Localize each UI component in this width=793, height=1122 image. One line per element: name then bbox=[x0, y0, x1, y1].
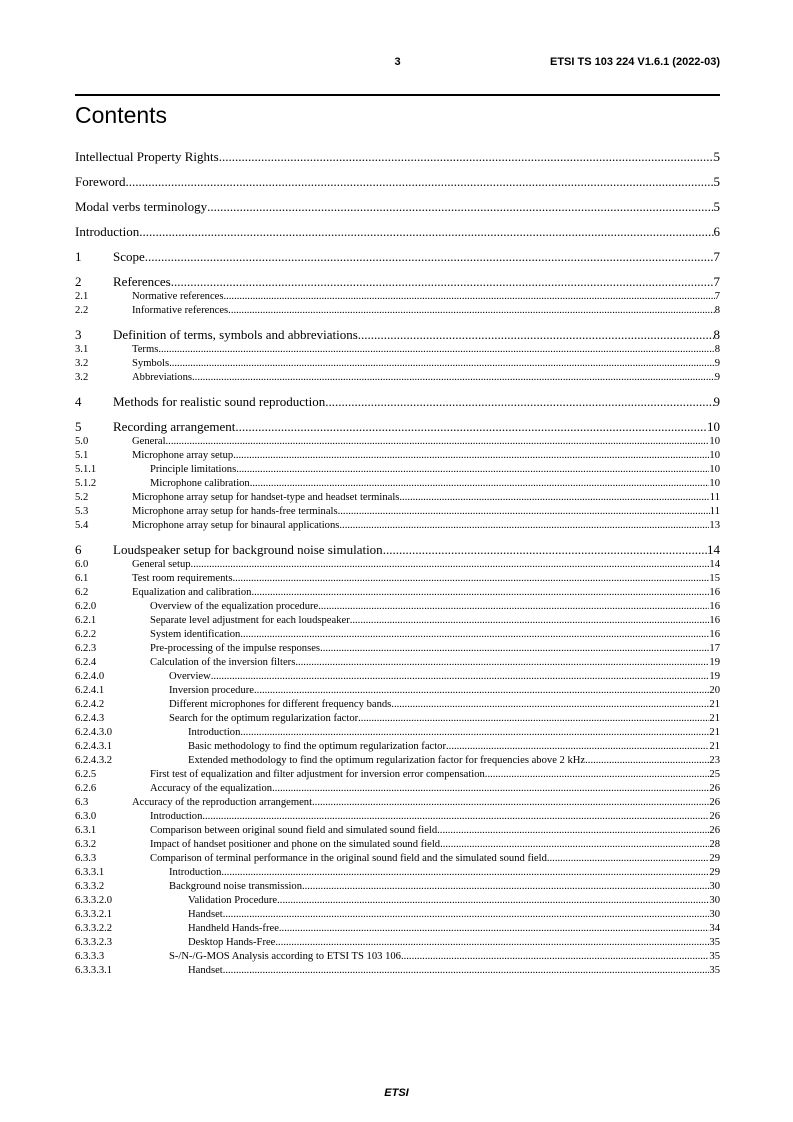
toc-entry-number: 2.1 bbox=[75, 291, 89, 302]
toc-entry[interactable] bbox=[75, 908, 720, 922]
toc-leader-dots bbox=[240, 726, 709, 740]
toc-entry-title: Comparison of terminal performance in the original sound field and the simulated sound field bbox=[150, 853, 547, 864]
toc-entry-page: 8 bbox=[714, 305, 720, 316]
toc-entry-page: 16 bbox=[709, 601, 720, 612]
toc-leader-dots bbox=[233, 449, 709, 463]
toc-entry-title: Pre-processing of the impulse responses bbox=[150, 643, 321, 654]
toc-entry-number: 6.3.1 bbox=[75, 825, 97, 836]
toc-entry-number: 6.3.3.2.1 bbox=[75, 909, 113, 920]
toc-entry-page: 8 bbox=[713, 327, 720, 342]
toc-entry-page: 9 bbox=[713, 394, 720, 409]
toc-entry-page: 19 bbox=[709, 657, 720, 668]
toc-entry-page: 29 bbox=[709, 867, 720, 878]
toc-entry[interactable] bbox=[75, 541, 720, 558]
toc-leader-dots bbox=[145, 248, 714, 265]
toc-entry[interactable] bbox=[75, 148, 720, 165]
toc-entry-number: 6.3.2 bbox=[75, 839, 97, 850]
toc-leader-dots bbox=[235, 418, 707, 435]
toc-entry-title: System identification bbox=[150, 629, 241, 640]
toc-entry-number: 6.2.3 bbox=[75, 643, 97, 654]
toc-entry-title: Calculation of the inversion filters bbox=[150, 657, 296, 668]
toc-entry[interactable] bbox=[75, 614, 720, 628]
toc-entry-title: Recording arrangement bbox=[113, 419, 236, 434]
toc-leader-dots bbox=[171, 273, 714, 290]
toc-entry-number: 6.2.2 bbox=[75, 629, 97, 640]
toc-entry-number: 6.1 bbox=[75, 573, 89, 584]
toc-leader-dots bbox=[275, 936, 709, 950]
toc-entry[interactable] bbox=[75, 670, 720, 684]
toc-entry[interactable] bbox=[75, 477, 720, 491]
toc-entry[interactable] bbox=[75, 880, 720, 894]
toc-entry-title: General bbox=[132, 436, 166, 447]
toc-entry[interactable] bbox=[75, 698, 720, 712]
toc-leader-dots bbox=[221, 866, 709, 880]
toc-entry[interactable] bbox=[75, 371, 720, 385]
toc-entry-number: 6.3.3.2.2 bbox=[75, 923, 113, 934]
toc-entry-page: 5 bbox=[713, 174, 720, 189]
toc-entry[interactable] bbox=[75, 936, 720, 950]
toc-entry-page: 20 bbox=[709, 685, 720, 696]
toc-entry[interactable] bbox=[75, 964, 720, 978]
toc-entry-number: 6.3.3.1 bbox=[75, 867, 105, 878]
toc-entry-title: Microphone array setup for binaural applications bbox=[132, 520, 340, 531]
toc-leader-dots bbox=[236, 463, 709, 477]
toc-entry[interactable] bbox=[75, 418, 720, 435]
toc-entry-number: 6.2.0 bbox=[75, 601, 97, 612]
toc-entry[interactable] bbox=[75, 838, 720, 852]
toc-entry-page: 30 bbox=[709, 909, 720, 920]
toc-entry-title: Foreword bbox=[75, 174, 126, 189]
toc-entry-title: Normative references bbox=[132, 291, 224, 302]
toc-entry-page: 8 bbox=[714, 344, 720, 355]
toc-leader-dots bbox=[391, 698, 709, 712]
toc-entry-number: 3.2 bbox=[75, 372, 89, 383]
toc-entry[interactable] bbox=[75, 198, 720, 215]
toc-entry-page: 14 bbox=[709, 559, 720, 570]
toc-entry[interactable] bbox=[75, 173, 720, 190]
toc-entry-title: Separate level adjustment for each loudspeaker bbox=[150, 615, 350, 626]
toc-entry-title: Introduction bbox=[150, 811, 203, 822]
toc-leader-dots bbox=[401, 950, 709, 964]
toc-entry-page: 10 bbox=[709, 436, 720, 447]
toc-entry-page: 29 bbox=[709, 853, 720, 864]
toc-entry-number: 6.2.6 bbox=[75, 783, 97, 794]
toc-entry-page: 9 bbox=[714, 358, 720, 369]
toc-entry-page: 13 bbox=[709, 520, 720, 531]
toc-entry-page: 23 bbox=[709, 755, 720, 766]
toc-entry[interactable] bbox=[75, 824, 720, 838]
toc-leader-dots bbox=[228, 304, 715, 318]
toc-entry-page: 11 bbox=[709, 492, 720, 503]
toc-leader-dots bbox=[219, 148, 714, 165]
toc-entry-page: 9 bbox=[714, 372, 720, 383]
toc-entry[interactable] bbox=[75, 304, 720, 318]
toc-entry-number: 5.1.1 bbox=[75, 464, 97, 475]
toc-entry-title: Impact of handset positioner and phone on the simulated sound field bbox=[150, 839, 441, 850]
toc-entry-title: Introduction bbox=[188, 727, 241, 738]
toc-leader-dots bbox=[192, 371, 715, 385]
toc-entry-page: 17 bbox=[709, 643, 720, 654]
toc-leader-dots bbox=[339, 519, 709, 533]
toc-leader-dots bbox=[399, 491, 709, 505]
toc-entry-title: Microphone array setup for hands-free terminals bbox=[132, 506, 338, 517]
toc-entry-page: 30 bbox=[709, 895, 720, 906]
toc-entry[interactable] bbox=[75, 684, 720, 698]
toc-leader-dots bbox=[250, 477, 710, 491]
toc-leader-dots bbox=[202, 810, 709, 824]
toc-entry-number: 6.2.4.3 bbox=[75, 713, 105, 724]
toc-entry-number: 3 bbox=[75, 327, 82, 342]
toc-entry[interactable] bbox=[75, 712, 720, 726]
toc-entry-page: 5 bbox=[713, 149, 720, 164]
toc-entry-number: 6.2.4.2 bbox=[75, 699, 105, 710]
toc-entry-title: Handset bbox=[188, 909, 223, 920]
toc-entry-number: 6.2.5 bbox=[75, 769, 97, 780]
toc-leader-dots bbox=[485, 768, 710, 782]
toc-entry[interactable] bbox=[75, 852, 720, 866]
toc-entry-title: Accuracy of the equalization bbox=[150, 783, 273, 794]
toc-leader-dots bbox=[169, 357, 715, 371]
toc-entry[interactable] bbox=[75, 810, 720, 824]
toc-entry-number: 6.0 bbox=[75, 559, 89, 570]
toc-entry-title: Methods for realistic sound reproduction bbox=[113, 394, 326, 409]
toc-entry-title: Background noise transmission bbox=[169, 881, 302, 892]
toc-leader-dots bbox=[277, 894, 709, 908]
toc-entry-title: Scope bbox=[113, 249, 145, 264]
toc-entry-number: 1 bbox=[75, 249, 82, 264]
toc-entry-title: Introduction bbox=[75, 224, 140, 239]
toc-entry-number: 6.3.3.2.0 bbox=[75, 895, 113, 906]
toc-entry-page: 35 bbox=[709, 951, 720, 962]
toc-entry-number: 6.2.4 bbox=[75, 657, 97, 668]
toc-entry-number: 2.2 bbox=[75, 305, 89, 316]
toc-leader-dots bbox=[232, 572, 709, 586]
toc-entry-number: 5.0 bbox=[75, 436, 89, 447]
toc-entry[interactable] bbox=[75, 768, 720, 782]
toc-entry-title: Informative references bbox=[132, 305, 229, 316]
toc-entry-title: Terms bbox=[132, 344, 159, 355]
toc-leader-dots bbox=[191, 558, 710, 572]
toc-entry[interactable] bbox=[75, 586, 720, 600]
toc-entry[interactable] bbox=[75, 740, 720, 754]
toc-entry-number: 6.3.3.3.1 bbox=[75, 965, 113, 976]
toc-entry[interactable] bbox=[75, 866, 720, 880]
toc-entry-title: Symbols bbox=[132, 358, 170, 369]
toc-entry[interactable] bbox=[75, 273, 720, 290]
document-id: ETSI TS 103 224 V1.6.1 (2022-03) bbox=[550, 56, 720, 68]
toc-entry-title: Microphone calibration bbox=[150, 478, 250, 489]
toc-leader-dots bbox=[166, 435, 710, 449]
toc-entry-number: 6.2 bbox=[75, 587, 89, 598]
page-footer: ETSI bbox=[384, 1087, 409, 1099]
toc-entry-page: 28 bbox=[709, 839, 720, 850]
toc-entry-page: 14 bbox=[707, 542, 720, 557]
toc-entry-page: 7 bbox=[713, 249, 720, 264]
toc-entry-page: 30 bbox=[709, 881, 720, 892]
toc-entry-title: Search for the optimum regularization factor bbox=[169, 713, 359, 724]
toc-entry-number: 3.1 bbox=[75, 344, 89, 355]
toc-entry[interactable] bbox=[75, 754, 720, 768]
toc-leader-dots bbox=[139, 223, 713, 240]
toc-entry-page: 25 bbox=[709, 769, 720, 780]
toc-entry-number: 5.2 bbox=[75, 492, 89, 503]
toc-entry-title: Desktop Hands-Free bbox=[188, 937, 276, 948]
toc-leader-dots bbox=[158, 343, 714, 357]
page-number: 3 bbox=[394, 56, 401, 68]
toc-entry[interactable] bbox=[75, 248, 720, 265]
toc-entry-page: 21 bbox=[709, 699, 720, 710]
toc-entry-title: Basic methodology to find the optimum regularization factor bbox=[188, 741, 447, 752]
toc-entry[interactable] bbox=[75, 950, 720, 964]
toc-entry-page: 26 bbox=[709, 811, 720, 822]
toc-entry[interactable] bbox=[75, 223, 720, 240]
toc-entry-number: 5.1.2 bbox=[75, 478, 97, 489]
toc-entry-number: 6.2.4.3.1 bbox=[75, 741, 113, 752]
toc-entry-page: 6 bbox=[713, 224, 720, 239]
toc-leader-dots bbox=[211, 670, 710, 684]
toc-leader-dots bbox=[251, 586, 709, 600]
toc-entry-number: 6.2.1 bbox=[75, 615, 97, 626]
toc-entry-page: 35 bbox=[709, 965, 720, 976]
toc-entry-page: 10 bbox=[709, 464, 720, 475]
toc-entry-title: Different microphones for different frequency bands bbox=[169, 699, 392, 710]
toc-entry-number: 4 bbox=[75, 394, 82, 409]
toc-entry-title: Extended methodology to find the optimum regularization factor for frequencies above 2 kHz bbox=[188, 755, 586, 766]
toc-entry-title: Microphone array setup for handset-type and headset terminals bbox=[132, 492, 400, 503]
toc-entry-number: 6.3.3.3 bbox=[75, 951, 105, 962]
toc-entry-number: 2 bbox=[75, 274, 82, 289]
toc-entry[interactable] bbox=[75, 656, 720, 670]
toc-leader-dots bbox=[272, 782, 709, 796]
toc-entry-page: 16 bbox=[709, 615, 720, 626]
toc-leader-dots bbox=[338, 505, 710, 519]
toc-entry-page: 21 bbox=[709, 741, 720, 752]
toc-entry[interactable] bbox=[75, 435, 720, 449]
toc-entry-number: 6.2.4.3.0 bbox=[75, 727, 113, 738]
toc-entry[interactable] bbox=[75, 505, 720, 519]
toc-entry[interactable] bbox=[75, 393, 720, 410]
toc-entry-number: 6.3.3.2 bbox=[75, 881, 105, 892]
toc-entry-number: 5.1 bbox=[75, 450, 89, 461]
toc-entry[interactable] bbox=[75, 449, 720, 463]
toc-entry-title: References bbox=[113, 274, 171, 289]
toc-leader-dots bbox=[318, 600, 709, 614]
toc-entry-page: 26 bbox=[709, 825, 720, 836]
toc-leader-dots bbox=[440, 838, 709, 852]
toc-entry-page: 11 bbox=[709, 506, 720, 517]
toc-entry-title: Accuracy of the reproduction arrangement bbox=[132, 797, 313, 808]
toc-entry-page: 10 bbox=[707, 419, 720, 434]
toc-leader-dots bbox=[223, 964, 710, 978]
toc-entry-page: 16 bbox=[709, 587, 720, 598]
toc-entry-number: 6.2.4.3.2 bbox=[75, 755, 113, 766]
toc-entry-title: Equalization and calibration bbox=[132, 587, 252, 598]
toc-entry-page: 15 bbox=[709, 573, 720, 584]
toc-entry-number: 5 bbox=[75, 419, 82, 434]
toc-entry-page: 10 bbox=[709, 478, 720, 489]
toc-leader-dots bbox=[207, 198, 713, 215]
toc-leader-dots bbox=[223, 908, 710, 922]
toc-leader-dots bbox=[383, 541, 707, 558]
toc-entry-number: 3.2 bbox=[75, 358, 89, 369]
toc-entry[interactable] bbox=[75, 894, 720, 908]
toc-entry[interactable] bbox=[75, 519, 720, 533]
toc-entry-title: Inversion procedure bbox=[169, 685, 255, 696]
toc-entry[interactable] bbox=[75, 782, 720, 796]
toc-entry[interactable] bbox=[75, 343, 720, 357]
toc-entry-title: First test of equalization and filter adjustment for inversion error compensation bbox=[150, 769, 485, 780]
toc-entry[interactable] bbox=[75, 491, 720, 505]
toc-entry-page: 7 bbox=[713, 274, 720, 289]
toc-entry[interactable] bbox=[75, 290, 720, 304]
toc-leader-dots bbox=[302, 880, 709, 894]
toc-leader-dots bbox=[358, 712, 709, 726]
toc-entry[interactable] bbox=[75, 463, 720, 477]
toc-entry-page: 21 bbox=[709, 727, 720, 738]
toc-entry-title: Principle limitations bbox=[150, 464, 237, 475]
toc-entry-page: 21 bbox=[709, 713, 720, 724]
toc-leader-dots bbox=[126, 173, 714, 190]
toc-entry[interactable] bbox=[75, 558, 720, 572]
toc-entry-page: 7 bbox=[714, 291, 720, 302]
toc-entry[interactable] bbox=[75, 326, 720, 343]
toc-entry-title: Comparison between original sound field and simulated sound field bbox=[150, 825, 438, 836]
toc-entry-title: Validation Procedure bbox=[188, 895, 278, 906]
toc-entry-number: 6.3.0 bbox=[75, 811, 97, 822]
toc-entry-number: 6.2.4.1 bbox=[75, 685, 105, 696]
toc-entry-title: Abbreviations bbox=[132, 372, 193, 383]
toc-leader-dots bbox=[437, 824, 709, 838]
toc-leader-dots bbox=[325, 393, 713, 410]
toc-leader-dots bbox=[254, 684, 709, 698]
toc-leader-dots bbox=[547, 852, 710, 866]
contents-title: Contents bbox=[75, 102, 168, 128]
toc-entry-title: S-/N-/G-MOS Analysis according to ETSI TS 103 106 bbox=[169, 951, 401, 962]
toc-entry-number: 6.3.3 bbox=[75, 853, 97, 864]
toc-entry-page: 19 bbox=[709, 671, 720, 682]
toc-entry-title: Loudspeaker setup for background noise simulation bbox=[113, 542, 383, 557]
toc-leader-dots bbox=[312, 796, 709, 810]
toc-entry-page: 26 bbox=[709, 783, 720, 794]
toc-entry-number: 6.3 bbox=[75, 797, 89, 808]
toc-entry-number: 6.2.4.0 bbox=[75, 671, 105, 682]
toc-leader-dots bbox=[223, 290, 714, 304]
toc-entry-title: Test room requirements bbox=[132, 573, 233, 584]
toc-entry[interactable] bbox=[75, 572, 720, 586]
toc-entry-number: 6 bbox=[75, 542, 82, 557]
toc-leader-dots bbox=[446, 740, 709, 754]
toc-entry-number: 6.3.3.2.3 bbox=[75, 937, 113, 948]
toc-entry[interactable] bbox=[75, 922, 720, 936]
toc-entry[interactable] bbox=[75, 642, 720, 656]
toc-entry-title: Introduction bbox=[169, 867, 222, 878]
toc-entry[interactable] bbox=[75, 600, 720, 614]
toc-leader-dots bbox=[279, 922, 710, 936]
toc-leader-dots bbox=[358, 326, 714, 343]
toc-entry-page: 5 bbox=[713, 199, 720, 214]
toc-entry-page: 10 bbox=[709, 450, 720, 461]
toc-entry-number: 5.3 bbox=[75, 506, 89, 517]
toc-entry[interactable] bbox=[75, 357, 720, 371]
toc-entry[interactable] bbox=[75, 628, 720, 642]
toc-leader-dots bbox=[320, 642, 709, 656]
toc-entry[interactable] bbox=[75, 726, 720, 740]
toc-entry-number: 5.4 bbox=[75, 520, 89, 531]
toc-entry-title: Handset bbox=[188, 965, 223, 976]
toc-entry-page: 26 bbox=[709, 797, 720, 808]
toc-entry-title: Modal verbs terminology bbox=[75, 199, 208, 214]
toc-entry-title: Intellectual Property Rights bbox=[75, 149, 219, 164]
toc-entry[interactable] bbox=[75, 796, 720, 810]
toc-entry-title: General setup bbox=[132, 559, 191, 570]
toc-entry-page: 16 bbox=[709, 629, 720, 640]
toc-entry-title: Overview of the equalization procedure bbox=[150, 601, 319, 612]
toc-leader-dots bbox=[585, 754, 709, 768]
toc-leader-dots bbox=[295, 656, 709, 670]
toc-entry-title: Microphone array setup bbox=[132, 450, 234, 461]
toc-leader-dots bbox=[350, 614, 710, 628]
toc-entry-page: 34 bbox=[709, 923, 720, 934]
toc-entry-page: 35 bbox=[709, 937, 720, 948]
toc-entry-title: Handheld Hands-free bbox=[188, 923, 279, 934]
toc-entry-title: Overview bbox=[169, 671, 211, 682]
toc-entry-title: Definition of terms, symbols and abbreviations bbox=[113, 327, 358, 342]
toc-leader-dots bbox=[240, 628, 709, 642]
